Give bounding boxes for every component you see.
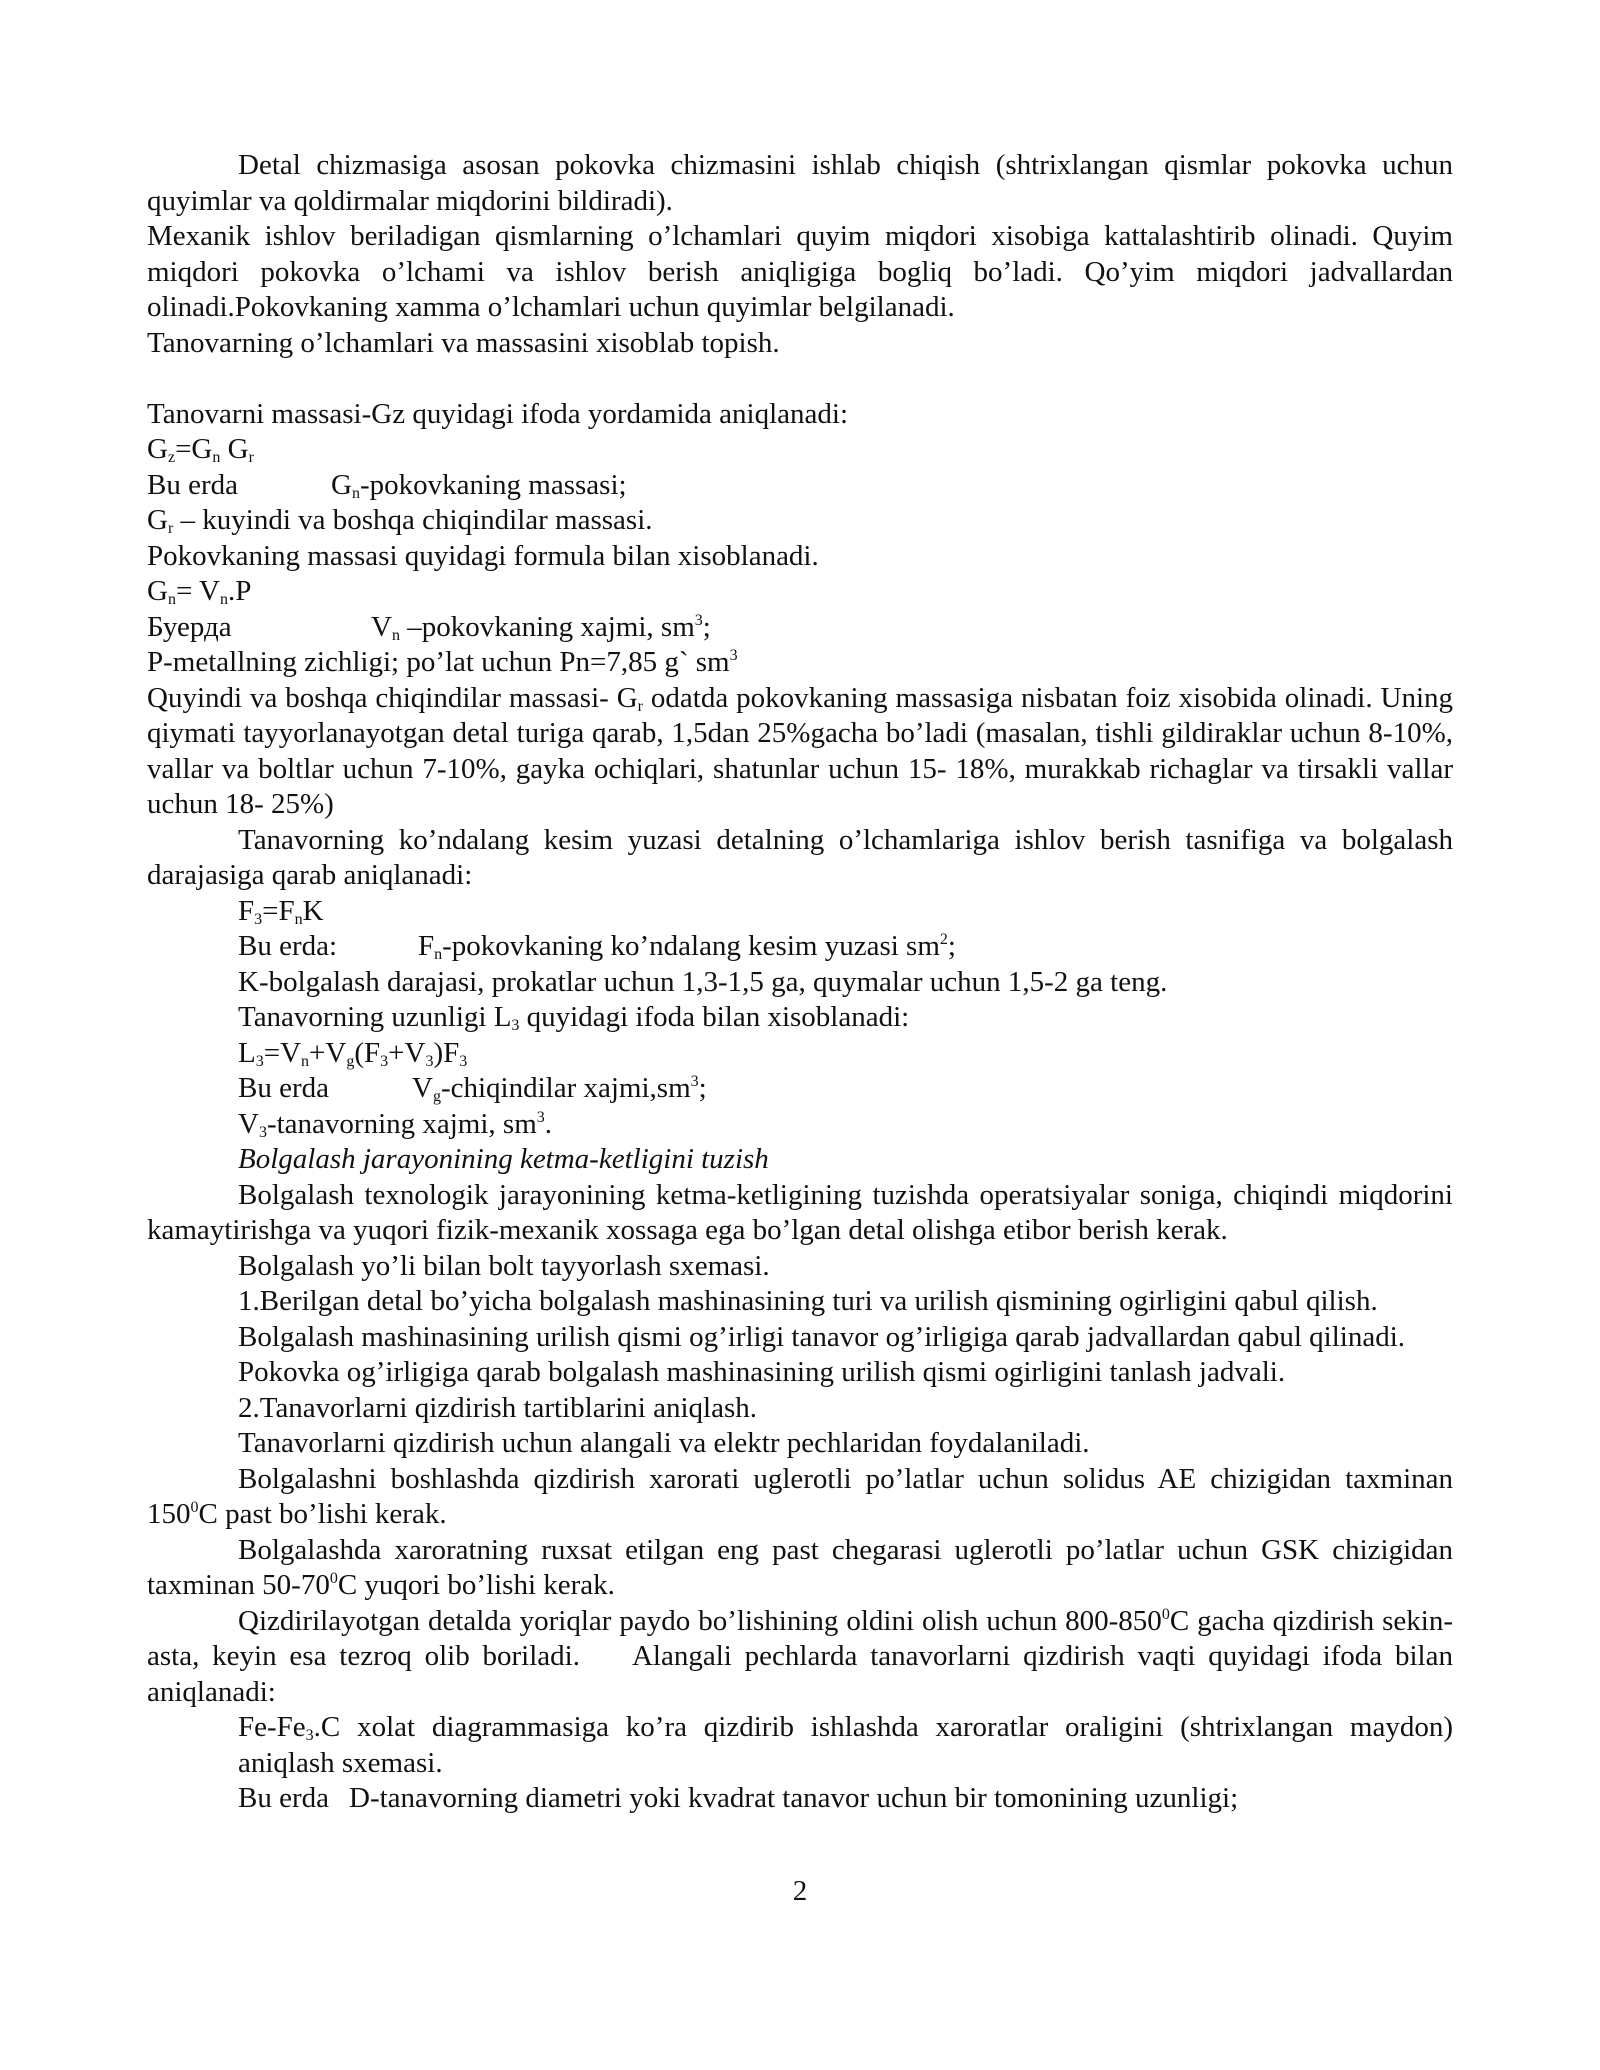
definition-vg: Bu erda $V_g$-chiqindilar $xajmi,sm^3$; [238, 1072, 707, 1105]
paragraph-weight-table: Pokovka og’irligiga qarab bolgalash mashinasining urilish qismi ogirligini tanlash jadvali. [238, 1356, 1286, 1388]
paragraph-allowances: Mexanik ishlov beriladigan qismlarning o’lchamlari quyim miqdori xisobiga kattalashtirib olinadi. Quyim miqdori pokovka o’lchami va ishlov berish aniqligiga bogliq bo’ladi. Qo’yim miqdori jadvallardan olinadi.Pokovkaning xamma o’lchamlari uchun quyimlar belgilanadi. [147, 220, 1453, 323]
definition-v3: $V_3$-tanavorning xajmi, $sm^3$. [238, 1107, 553, 1141]
formula-gz: $G_z=G_n$ $G_r$ [147, 433, 254, 466]
spacer [147, 361, 1453, 397]
paragraph-sequence: Bolgalash texnologik jarayonining ketma-ketligining tuzishda operatsiyalar soniga, chiqindi miqdorini kamaytirishga va yuqori fizik-mexanik xossaga ega bo’lgan detal olishga etibor berish kerak. [147, 1178, 1453, 1246]
paragraph-hammer-weight: Bolgalash mashinasining urilish qismi og’irligi tanavor og’irligiga qarab jadvallardan qabul qilinadi. [238, 1320, 1406, 1353]
definition-vn: Буерда $V_n$ –pokovkaning xajmi, $sm^3$; [147, 610, 711, 644]
formula-block [147, 894, 1453, 1178]
section-heading: Bolgalash jarayonining ketma-ketligini tuzish [238, 1143, 769, 1175]
definition-fn: Bu erda: $F_n$-pokovkaning ko’ndalang kesim yuzasi $sm^2$; [238, 930, 956, 963]
definition-gn: Bu erda $G_n$-pokovkaning massasi; [147, 468, 627, 502]
paragraph-forging-mass: Pokovkaning massasi quyidagi formula bilan xisoblanadi. [147, 539, 819, 572]
document-page [147, 148, 1453, 1817]
paragraph-step-1: 1.Berilgan detal bo’yicha bolgalash mashinasining turi va urilish qismining ogirligini qabul qilish. [238, 1285, 1378, 1317]
paragraph-start-temperature: Bolgalashni boshlashda qizdirish xarorati uglerotli po’latlar uchun solidus AE chizigidan taxminan $150^0C$ past bo’lishi kerak. [147, 1462, 1453, 1530]
definition-density: P-metallning zichligi; po’lat uchun Pn=7,85 g` $sm^3$ [147, 646, 738, 678]
paragraph-step-2: 2.Tanavorlarni qizdirish tartiblarini aniqlash. [238, 1391, 758, 1424]
paragraph-cross-section: Tanavorning ko’ndalang kesim yuzasi detalning o’lchamlariga ishlov berish tasnifiga va bolgalash darajasiga qarab aniqlanadi: [147, 823, 1453, 891]
definition-d: Bu erda D-tanavorning diametri yoki kvadrat tanavor uchun bir tomonining uzunligi; [238, 1782, 1239, 1814]
paragraph-intro: Detal chizmasiga asosan pokovka chizmasini ishlab chiqish (shtrixlangan qismlar pokovka uchun quyimlar va qoldirmalar miqdorini bildiradi). [147, 149, 1453, 217]
paragraph-bolt-scheme: Bolgalash yo’li bilan bolt tayyorlash sxemasi. [238, 1249, 770, 1282]
paragraph-blank-dimensions: Tanovarning o’lchamlari va massasini xisoblab topish. [147, 326, 780, 359]
formula-gn: $G_n= V_n.P$ [147, 575, 252, 608]
paragraph-diagram: $Fe-Fe_3.C$ xolat diagrammasiga ko’ra qizdirib ishlashda xaroratlar oraligini (shtrixlangan maydon) aniqlash sxemasi. [238, 1711, 1453, 1779]
paragraph-waste-mass: Quyindi va boshqa chiqindilar massasi- $G_r$ odatda pokovkaning massasiga nisbatan foiz xisobida olinadi. Uning qiymati tayyorlanayotgan detal turiga qarab, 1,5dan 25%gacha bo’ladi (masalan, tishli gildiraklar uchun 8-10%, vallar va boltlar uchun 7-10%, gayka ochiqlari, shatunlar uchun 15- 18%, murakkab richaglar va tirsakli vallar uchun 18- 25%) [147, 681, 1454, 820]
paragraph-end-temperature: Bolgalashda xaroratning ruxsat etilgan eng past chegarasi uglerotli po’latlar uchun GSK chizigidan taxminan $50-70^0C$ yuqori bo’lishi kerak. [147, 1533, 1453, 1601]
paragraph-furnaces: Tanavorlarni qizdirish uchun alangali va elektr pechlaridan foydalaniladi. [238, 1427, 1090, 1459]
paragraph-blank-mass: Tanovarni massasi-Gz quyidagi ifoda yordamida aniqlanadi: [147, 397, 849, 430]
paragraph-heating: Qizdirilayotgan detalda yoriqlar paydo bo’lishining oldini olish uchun $800-850^0C$ gacha qizdirish sekin-asta, keyin esa tezroq olib boriladi. Alangali pechlarda tanavorlarni qizdirish vaqti quyidagi ifoda bilan aniqlanadi: [147, 1604, 1453, 1708]
page-number: 2 [792, 1875, 808, 1907]
formula-f3: $F_3=F_nK$ [238, 894, 324, 928]
formula-l3: $L_3=V_n+V_g(F_3+V_3)F_3$ [238, 1036, 468, 1070]
paragraph-length: Tanavorning uzunligi $L_3$ quyidagi ifoda bilan xisoblanadi: [238, 1001, 910, 1034]
definition-gr: $G_r$ – kuyindi va boshqa chiqindilar massasi. [147, 504, 653, 537]
definition-k: K-bolgalash darajasi, prokatlar uchun 1,3-1,5 ga, quymalar uchun 1,5-2 ga teng. [238, 965, 1168, 998]
